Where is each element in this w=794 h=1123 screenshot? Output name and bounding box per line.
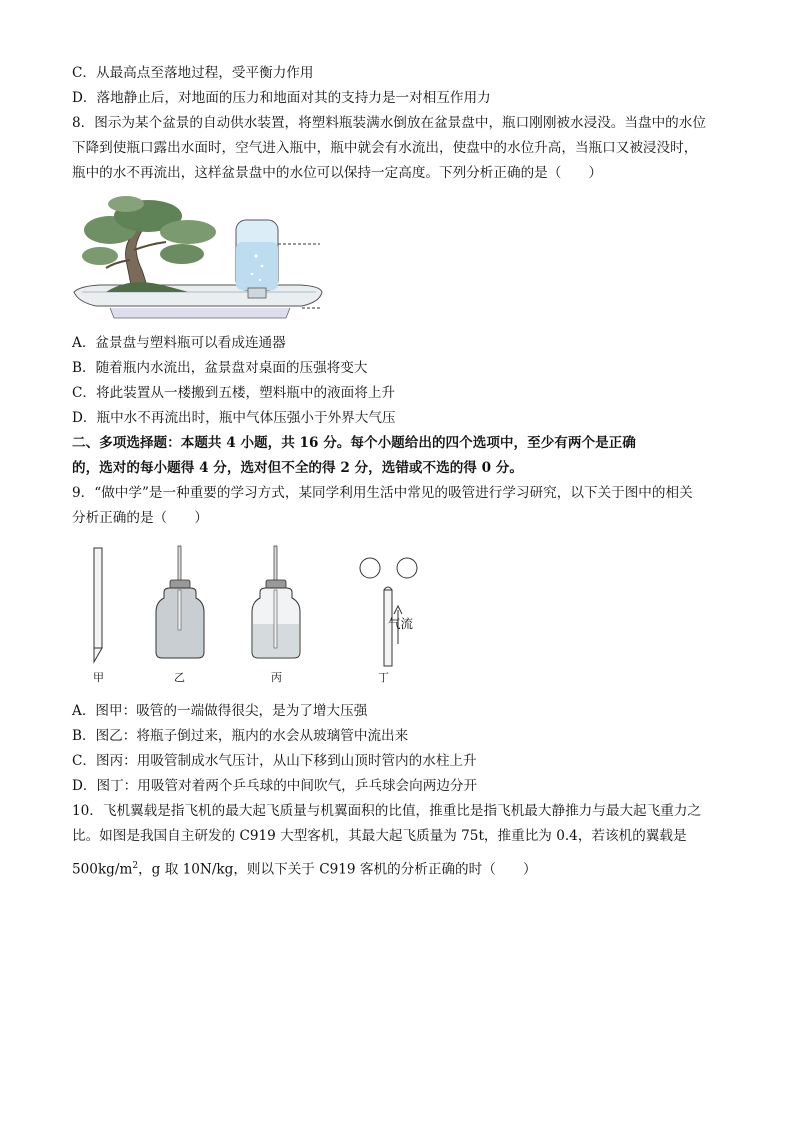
figure-yi-bottle <box>156 546 204 658</box>
figure-label-bing: 丙 <box>271 671 282 684</box>
bonsai-water-supply-figure <box>70 190 330 330</box>
section-2-header-line-2: 的，选对的每小题得 4 分，选对但不全的得 2 分，选错或不选的得 0 分。 <box>72 460 523 476</box>
figure-label-yi: 乙 <box>174 671 185 684</box>
figure-ding-ping-pong <box>360 558 417 666</box>
q9-stem-line-2: 分析正确的是（ ） <box>72 510 208 526</box>
q8-option-c: C．将此装置从一楼搬到五楼，塑料瓶中的液面将上升 <box>72 385 396 401</box>
q8-stem-line-2: 下降到使瓶口露出水面时，空气进入瓶中，瓶中就会有水流出，使盘中的水位升高，当瓶口又被浸没时， <box>72 140 698 156</box>
wing-load-exponent: 2 <box>132 861 139 871</box>
wing-load-value: 500kg/m <box>72 861 133 878</box>
figure-label-ding: 丁 <box>378 671 389 684</box>
straw-experiments-figure <box>80 540 440 685</box>
q9-option-b: B．图乙：将瓶子倒过来，瓶内的水会从玻璃管中流出来 <box>72 728 409 744</box>
figure-label-jia: 甲 <box>93 671 104 684</box>
q8-option-a: A．盆景盘与塑料瓶可以看成连通器 <box>72 335 286 351</box>
airflow-label: 气流 <box>388 616 414 631</box>
q8-stem-line-3: 瓶中的水不再流出，这样盆景盘中的水位可以保持一定高度。下列分析正确的是（ ） <box>72 165 603 181</box>
q9-option-d: D．图丁：用吸管对着两个乒乓球的中间吹气，乒乓球会向两边分开 <box>72 778 478 794</box>
q10-stem-line-3 <box>72 856 537 880</box>
q10-stem-line-3-rest: ，g 取 10N/kg，则以下关于 C919 客机的分析正确的时（ ） <box>138 861 537 878</box>
figure-jia-straw <box>94 548 102 662</box>
q7-option-c: C．从最高点至落地过程，受平衡力作用 <box>72 65 314 81</box>
q8-stem-line-1: 8．图示为某个盆景的自动供水装置，将塑料瓶装满水倒放在盆景盘中，瓶口刚刚被水浸没。当盘中的水位 <box>72 115 706 131</box>
figure-bing-barometer <box>252 546 300 658</box>
q8-option-d: D．瓶中水不再流出时，瓶中气体压强小于外界大气压 <box>72 410 396 426</box>
q10-stem-line-1: 10．飞机翼载是指飞机的最大起飞质量与机翼面积的比值，推重比是指飞机最大静推力与最大起飞重力之 <box>72 803 702 819</box>
q9-option-c: C．图丙：用吸管制成水气压计，从山下移到山顶时管内的水柱上升 <box>72 753 477 769</box>
q8-option-b: B．随着瓶内水流出，盆景盘对桌面的压强将变大 <box>72 360 368 376</box>
section-2-header-line-1: 二、多项选择题：本题共 4 小题，共 16 分。每个小题给出的四个选项中，至少有两个是正确 <box>72 435 636 451</box>
q9-stem-line-1: 9．“做中学”是一种重要的学习方式，某同学利用生活中常见的吸管进行学习研究，以下关于图中的相关 <box>72 485 693 501</box>
q9-option-a: A．图甲：吸管的一端做得很尖，是为了增大压强 <box>72 703 368 719</box>
q10-stem-line-2: 比。如图是我国自主研发的 C919 大型客机，其最大起飞质量为 75t，推重比为 0.4，若该机的翼载是 <box>72 828 687 844</box>
q7-option-d: D．落地静止后，对地面的压力和地面对其的支持力是一对相互作用力 <box>72 90 491 106</box>
